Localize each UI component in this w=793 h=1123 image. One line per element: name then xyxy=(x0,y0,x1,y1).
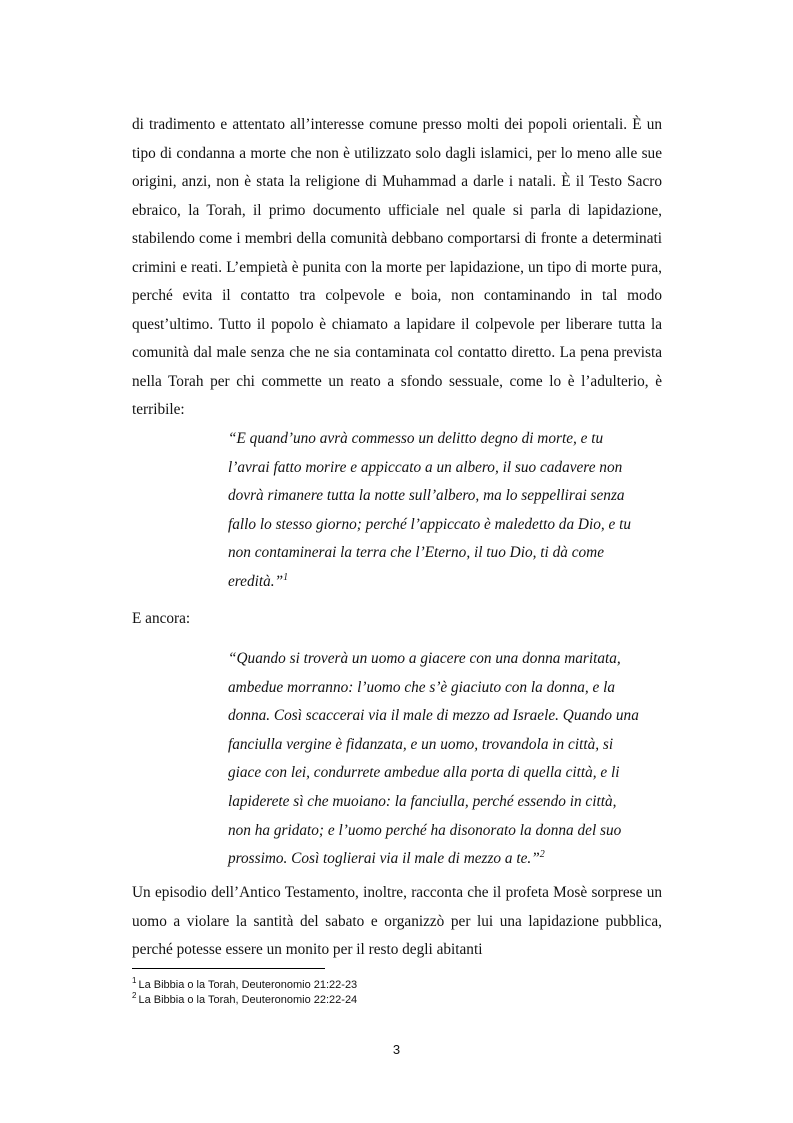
quote-line: fallo lo stesso giorno; perché l’appiccato è maledetto da Dio, e tu xyxy=(228,515,632,533)
footnote-2 xyxy=(132,993,357,1007)
footnote-number: 1 xyxy=(132,976,137,986)
quote-line-last xyxy=(228,845,668,874)
quote-line: “E quand’uno avrà commesso un delitto degno di morte, e tu xyxy=(228,430,604,447)
quote-line-last xyxy=(228,568,668,597)
quote-line-text: prossimo. Così toglierai via il male di mezzo a te.” xyxy=(228,850,540,868)
quote-line: “Quando si troverà un uomo a giacere con una donna maritata, xyxy=(228,650,621,667)
footnote-1 xyxy=(132,978,357,992)
footnote-divider xyxy=(132,968,325,969)
quote-line: donna. Così scaccerai via il male di mezzo ad Israele. Quando una xyxy=(228,707,639,725)
quote-line: non contaminerai la terra che l’Eterno, il tuo Dio, ti dà come xyxy=(228,544,604,562)
footnote-reference-2[interactable]: 2 xyxy=(539,849,545,861)
footnote-number: 2 xyxy=(132,991,137,1001)
block-quote-2 xyxy=(228,645,668,874)
quote-line: fanciulla vergine è fidanzata, e un uomo, trovandola in città, si xyxy=(228,735,614,753)
body-paragraph-2: E ancora: xyxy=(132,610,191,627)
page-number: 3 xyxy=(392,1042,401,1057)
quote-line: dovrà rimanere tutta la notte sull’albero, ma lo seppellirai senza xyxy=(228,487,625,505)
quote-line: l’avrai fatto morire e appiccato a un albero, il suo cadavere non xyxy=(228,458,623,476)
quote-line: giace con lei, condurrete ambedue alla porta di quella città, e li xyxy=(228,764,620,782)
quote-line: ambedue morranno: l’uomo che s’è giaciuto con la donna, e la xyxy=(228,678,616,696)
body-paragraph-1: di tradimento e attentato all’interesse comune presso molti dei popoli orientali. È un tipo di condanna a morte che non è utilizzato solo dagli islamici, per lo meno alle sue origini, anzi, non è stata la religione di Muhammad a darle i natali. È il Testo Sacro ebraico, la Torah, il primo documento ufficiale nel quale si parla di lapidazione, stabilendo come i membri della comunità debbano comportarsi di fronte a determinati crimini e reati. L’empietà è punita con la morte per lapidazione, un tipo di morte pura, perché evita il contatto tra colpevole e boia, non contaminando in tal modo quest’ultimo. Tutto il popolo è chiamato a lapidare il colpevole per liberare tutta la comunità dal male senza che ne sia contaminata col contatto diretto. La pena prevista nella Torah per chi commette un reato a sfondo sessuale, come lo è l’adulterio, è terribile: xyxy=(132,116,662,418)
quote-line: lapiderete sì che muoiano: la fanciulla, perché essendo in città, xyxy=(228,792,617,810)
quote-line-text: eredità.” xyxy=(228,572,284,590)
footnote-reference-1[interactable]: 1 xyxy=(283,571,289,583)
footnote-text: La Bibbia o la Torah, Deuteronomio 21:22-23 xyxy=(138,979,358,991)
footnote-text: La Bibbia o la Torah, Deuteronomio 22:22-24 xyxy=(138,994,358,1006)
body-paragraph-3: Un episodio dell’Antico Testamento, inoltre, racconta che il profeta Mosè sorprese un uomo a violare la santità del sabato e organizzò per lui una lapidazione pubblica, perché potesse essere un monito per il resto degli abitanti xyxy=(132,884,662,958)
block-quote-1 xyxy=(228,425,668,597)
quote-line: non ha gridato; e l’uomo perché ha disonorato la donna del suo xyxy=(228,821,622,839)
